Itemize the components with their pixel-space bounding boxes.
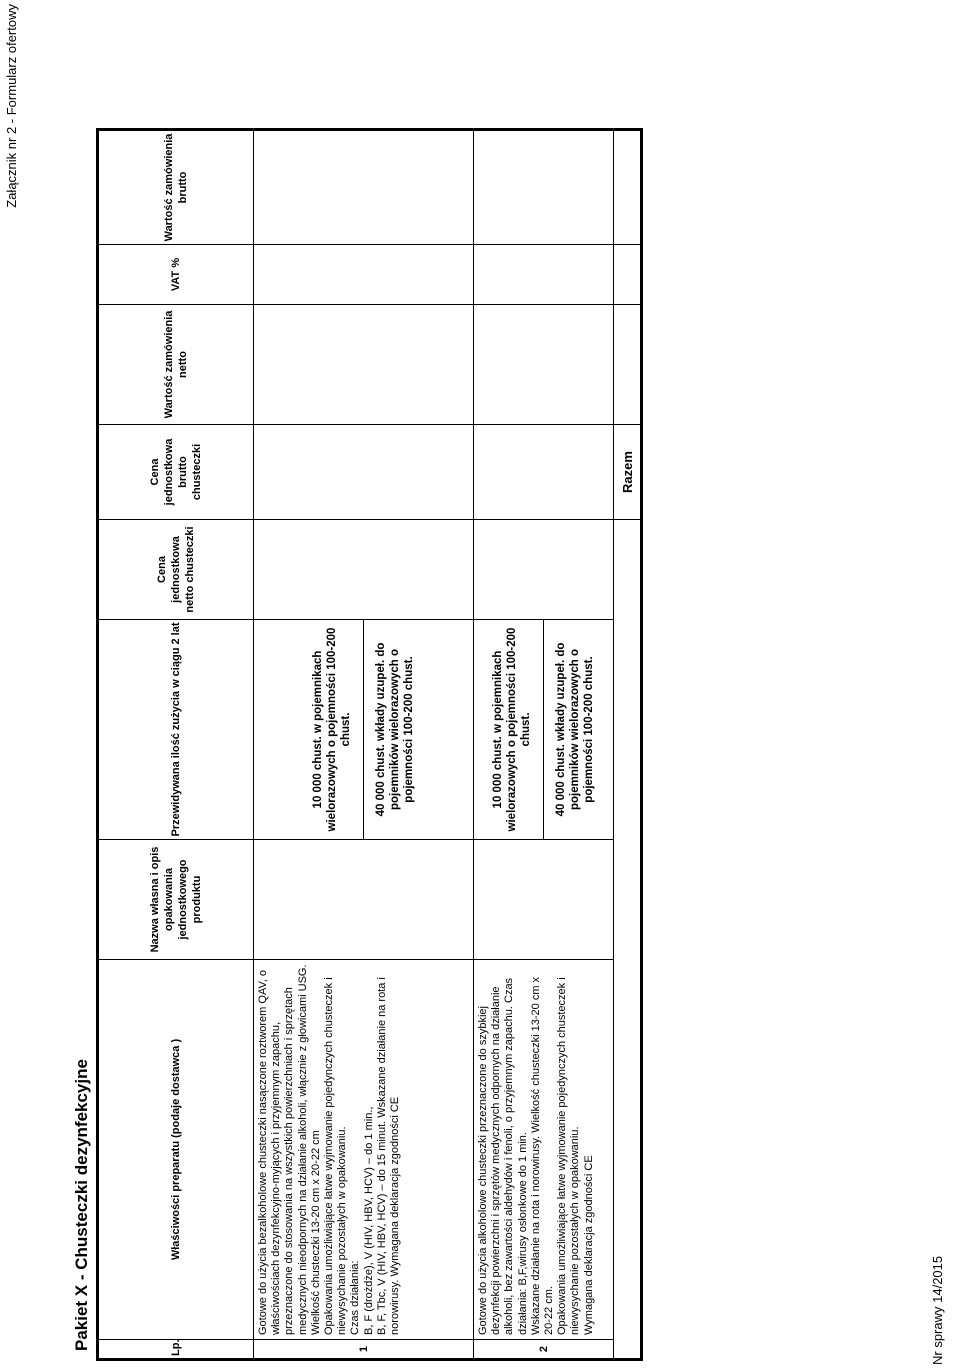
case-number: Nr sprawy 14/2015 [930,1255,945,1365]
total-order-gross-cell[interactable] [614,130,642,245]
row-unit-net-cell[interactable] [474,520,614,620]
col-unit-gross: Cena jednostkowa brutto chusteczki [98,425,254,520]
row-unit-net-cell[interactable] [254,520,474,620]
col-quantity: Przewidywana ilość zużycia w ciągu 2 lat [98,620,254,840]
col-name: Nazwa własna i opis opakowania jednostkowego produktu [98,840,254,960]
row-number: 1 [254,1340,474,1360]
col-vat: VAT % [98,245,254,305]
row-description: Gotowe do użycia alkoholowe chusteczki przeznaczone do szybkiej dezynfekcji powierzchni i sprzętów medycznych odpornych na działanie alkoholi, bez zawartości aldehydów i fenoli, o przyjemnym zapachu. Czas działania: B,F,wirusy osłonkowe do 1 min. Wskazane działanie na rota i norowirusy. Wielkość chusteczki 13-20 cm x 20-22 cm. Opakowania umożliwiające łatwe wyjmowanie pojedynczych chusteczek i niewysychanie pozostałych w opakowaniu. Wymagana deklaracja zgodności CE [474,960,614,1340]
header-row [98,130,254,1360]
row-quantity [474,620,614,840]
total-order-net-cell[interactable] [614,305,642,425]
quantity-divider [363,620,364,839]
row-order-net-cell[interactable] [254,305,474,425]
total-row [614,130,642,1360]
quantity-line-1: 10 000 chust. w pojemnikach wielorazowych o pojemności 100-200 chust. [492,627,532,832]
offer-table [96,128,643,1361]
row-unit-gross-cell[interactable] [474,425,614,520]
attachment-label: Załącznik nr 2 - Formularz ofertowy [4,4,19,208]
col-order-gross: Wartość zamówienia brutto [98,130,254,245]
col-lp: Lp. [98,1340,254,1360]
row-quantity [254,620,474,840]
quantity-line-1: 10 000 chust. w pojemnikach wielorazowych o pojemności 100-200 chust. [312,627,352,832]
row-vat-cell[interactable] [474,245,614,305]
row-vat-cell[interactable] [254,245,474,305]
row-name-cell[interactable] [254,840,474,960]
row-description: Gotowe do użycia bezalkoholowe chusteczki nasączone roztworem QAV, o właściwościach dezynfekcyjno-myjących i przyjemnym zapachu, przeznaczone do stosowania na wszystkich powierzchniach i sprzętach medycznych nieodpornych na działanie alkoholi, włącznie z głowicami USG. Wielkość chusteczki 13-20 cm x 20-22 cm Opakowania umożliwiające łatwe wyjmowanie pojedynczych chusteczek i niewysychanie pozostałych w opakowaniu. Czas działania: B, F (drożdże), V (HIV, HBV, HCV) – do 1 min., B, F, Tbc, V (HIV, HBV, HCV) – do 15 minut. Wskazane działanie na rota i norowirusy. Wymagana deklaracja zgodności CE [254,960,474,1340]
row-number: 2 [474,1340,614,1360]
col-order-net: Wartość zamówienia netto [98,305,254,425]
row-order-gross-cell[interactable] [474,130,614,245]
total-vat-cell[interactable] [614,245,642,305]
quantity-line-2: 40 000 chust. wkłady uzupeł. do pojemników wielorazowych o pojemności 100-200 chust. [375,642,415,817]
row-order-gross-cell[interactable] [254,130,474,245]
row-unit-gross-cell[interactable] [254,425,474,520]
total-label: Razem [614,425,642,520]
quantity-divider [543,620,544,839]
col-properties: Właściwości preparatu (podaje dostawca ) [98,960,254,1340]
total-spacer [614,520,642,1360]
row-order-net-cell[interactable] [474,305,614,425]
table-row [254,130,474,1360]
row-name-cell[interactable] [474,840,614,960]
table-row [474,130,614,1360]
col-unit-net: Cena jednostkowa netto chusteczki [98,520,254,620]
page-title: Pakiet X - Chusteczki dezynfekcyjne [72,1059,91,1351]
quantity-line-2: 40 000 chust. wkłady uzupeł. do pojemników wielorazowych o pojemności 100-200 chust. [555,642,595,817]
